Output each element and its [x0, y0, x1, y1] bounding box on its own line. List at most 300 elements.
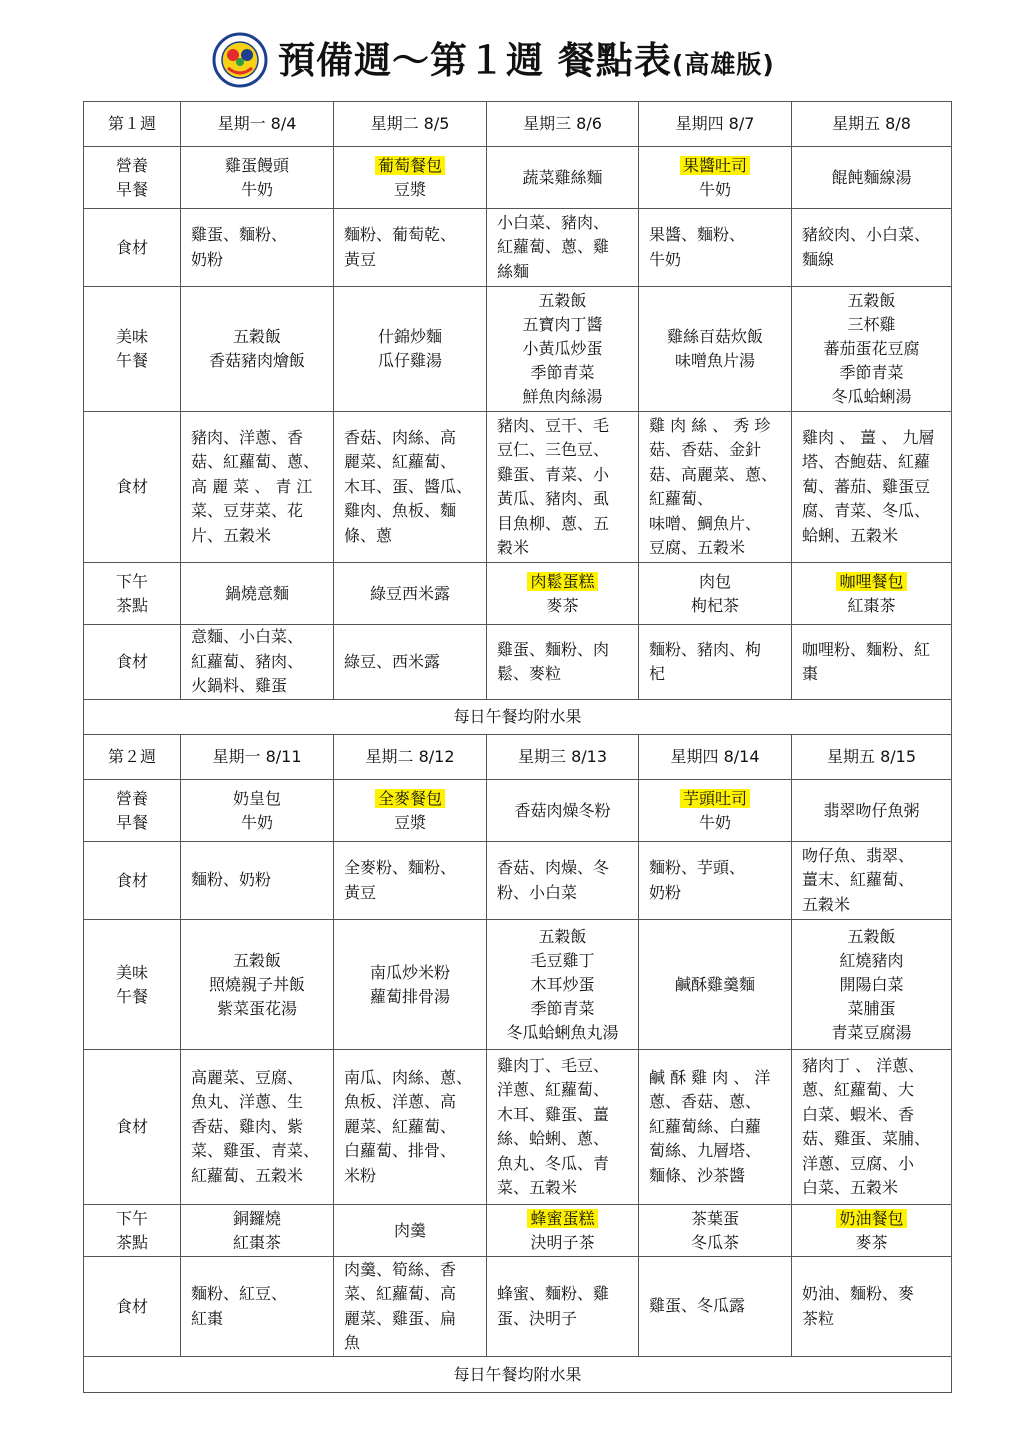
cell-text: 紅燒豬肉 [839, 950, 904, 970]
cell-line [191, 524, 327, 549]
cell-line [191, 450, 327, 475]
ingredients-cell [334, 209, 487, 287]
lunch-cell [639, 920, 792, 1050]
day-header: 星期四 8/14 [639, 735, 792, 780]
ingredients-label: 食材 [84, 1050, 181, 1205]
cell-text: 季節青菜 [839, 363, 904, 382]
cell-text: 紅蘿蔔絲、白蘿 [649, 1116, 762, 1136]
cell-line [344, 1090, 480, 1115]
cell-text: 牛奶 [240, 812, 273, 832]
cell-line [802, 1127, 945, 1152]
cell-text: 奶油餐包 [836, 1209, 906, 1228]
cell-text: 麵粉、芋頭、 [649, 858, 746, 877]
cell-line [649, 414, 785, 439]
cell-line [344, 499, 480, 524]
label-line: 早餐 [115, 179, 148, 199]
cell-line [802, 426, 945, 451]
cell-text: 雞肉、魚板、麵 [344, 501, 457, 521]
snack-cell [639, 563, 792, 625]
cell-text: 菇、香菇、金針 [649, 440, 762, 459]
cell-line [191, 475, 327, 500]
fruit-note: 每日午餐均附水果 [84, 1357, 952, 1393]
table-row [84, 1205, 952, 1257]
cell-line [181, 349, 333, 373]
breakfast-cell [334, 147, 487, 209]
cell-text: 菇、高麗菜、蔥、 [649, 464, 778, 484]
cell-text: 紅蘿蔔、五穀米 [191, 1165, 304, 1185]
cell-text: 豬肉丁 、 洋蔥、 [802, 1055, 925, 1075]
cell-text: 蜂蜜蛋糕 [527, 1209, 597, 1228]
cell-line [487, 1021, 638, 1045]
ingredients-cell [334, 842, 487, 920]
table-row [84, 920, 952, 1050]
cell-text: 肉鬆蛋糕 [527, 572, 597, 591]
cell-line [181, 1207, 333, 1231]
cell-text: 果醬吐司 [680, 156, 750, 175]
cell-line [191, 1115, 327, 1140]
cell-text: 香菇豬肉燴飯 [208, 351, 305, 370]
ingredients-cell [639, 625, 792, 700]
cell-line [649, 536, 785, 561]
breakfast-cell [792, 780, 952, 842]
cell-text: 高 麗 菜 、 青 江 [191, 476, 313, 496]
cell-line [649, 856, 785, 881]
cell-text: 塔、杏鮑菇、紅蘿 [802, 452, 931, 472]
cell-text: 照燒親子丼飯 [208, 974, 305, 994]
cell-line [191, 625, 327, 650]
cell-text: 咖哩餐包 [836, 572, 906, 591]
cell-line [792, 949, 951, 973]
ingredients-cell [181, 842, 334, 920]
ingredients-label: 食材 [84, 209, 181, 287]
cell-line [497, 662, 632, 687]
cell-text: 冬瓜蛤蜊魚丸湯 [506, 1022, 619, 1042]
cell-line [802, 1176, 945, 1201]
snack-cell [639, 1205, 792, 1257]
table-row [84, 1050, 952, 1205]
cell-text: 蜂蜜、麵粉、雞 [497, 1284, 610, 1303]
ingredients-cell [334, 1050, 487, 1205]
cell-text: 麥茶 [546, 595, 579, 615]
cell-line [191, 868, 327, 893]
cell-text: 菜、雞蛋、青菜、 [191, 1141, 320, 1161]
cell-text: 五穀米 [802, 894, 851, 914]
cell-text: 葡萄餐包 [375, 156, 445, 175]
cell-line [802, 662, 945, 687]
cell-text: 吻仔魚、翡翠、 [802, 845, 915, 865]
table-row [84, 147, 952, 209]
label-line: 茶點 [115, 1232, 148, 1252]
cell-text: 味噌、鯛魚片、 [649, 513, 762, 533]
cell-text: 麵粉、豬肉、枸 [649, 639, 762, 659]
cell-line [802, 844, 945, 869]
cell-text: 蕃茄蛋花豆腐 [823, 339, 920, 358]
lunch-cell [792, 287, 952, 412]
cell-text: 五穀飯 [847, 291, 896, 310]
cell-line [649, 1139, 785, 1164]
cell-line [497, 487, 632, 512]
ingredients-cell [792, 1050, 952, 1205]
cell-line [191, 1090, 327, 1115]
cell-line [487, 949, 638, 973]
cell-text: 穀米 [497, 538, 530, 557]
cell-line [649, 438, 785, 463]
cell-line [802, 868, 945, 893]
table-row [84, 102, 952, 147]
cell-text: 雞蛋、冬瓜露 [649, 1296, 746, 1316]
cell-text: 白蘿蔔、排骨、 [344, 1141, 457, 1161]
cell-line [639, 349, 791, 373]
cell-line [792, 313, 951, 337]
cell-line [487, 1207, 638, 1231]
cell-text: 蔥、紅蘿蔔、大 [802, 1080, 915, 1099]
cell-line [344, 1115, 480, 1140]
cell-text: 五穀飯 [847, 926, 896, 946]
cell-line [802, 450, 945, 475]
cell-text: 蔥、香菇、蔥、 [649, 1092, 762, 1112]
lunch-label [84, 287, 181, 412]
ingredients-cell [181, 412, 334, 563]
ingredients-label: 食材 [84, 412, 181, 563]
cell-text: 豆腐、五穀米 [649, 538, 746, 557]
cell-text: 菜、五穀米 [497, 1178, 578, 1197]
ingredients-label: 食材 [84, 1257, 181, 1357]
cell-line [334, 811, 486, 835]
cell-line [497, 438, 632, 463]
week-label: 第１週 [84, 102, 181, 147]
cell-text: 豆漿 [393, 179, 426, 199]
cell-line [792, 1021, 951, 1045]
cell-line [792, 1207, 951, 1231]
cell-text: 雞絲百菇炊飯 [666, 327, 763, 346]
cell-line [334, 349, 486, 373]
cell-text: 粉、小白菜 [497, 882, 578, 902]
cell-text: 肉羹 [393, 1220, 426, 1240]
cell-text: 雞肉 、 薑 、 九層 [802, 427, 935, 447]
fruit-note: 每日午餐均附水果 [84, 700, 952, 735]
day-header: 星期一 8/11 [181, 735, 334, 780]
cell-line [802, 475, 945, 500]
cell-line [344, 248, 480, 273]
cell-text: 白菜、蝦米、香 [802, 1104, 915, 1124]
cell-line [497, 1307, 632, 1332]
cell-text: 季節青菜 [530, 363, 595, 382]
cell-text: 牛奶 [698, 179, 731, 199]
cell-line [344, 475, 480, 500]
cell-line [181, 154, 333, 178]
cell-line [334, 1219, 486, 1243]
cell-line [334, 178, 486, 202]
cell-line [497, 536, 632, 561]
cell-text: 麥茶 [855, 1232, 888, 1252]
ingredients-cell [334, 625, 487, 700]
snack-cell [181, 563, 334, 625]
cell-text: 紅蘿蔔、蔥、雞 [497, 237, 610, 257]
cell-text: 奶油、麵粉、麥 [802, 1284, 915, 1303]
cell-line [181, 325, 333, 349]
table-row [84, 1357, 952, 1393]
cell-line [344, 450, 480, 475]
cell-text: 蛤蜊、五穀米 [802, 525, 899, 545]
cell-text: 魚 [344, 1333, 361, 1352]
cell-text: 茶葉蛋 [690, 1208, 739, 1228]
day-header: 星期三 8/13 [487, 735, 639, 780]
breakfast-cell [487, 780, 639, 842]
cell-line [191, 650, 327, 675]
cell-line [802, 893, 945, 918]
cell-text: 青菜豆腐湯 [831, 1022, 912, 1042]
breakfast-cell [639, 780, 792, 842]
cell-text: 什錦炒麵 [377, 327, 442, 346]
snack-cell [181, 1205, 334, 1257]
cell-line [639, 594, 791, 618]
cell-line [649, 223, 785, 248]
cell-text: 南瓜、肉絲、蔥、 [344, 1067, 473, 1087]
cell-text: 豆漿 [393, 812, 426, 832]
cell-text: 棗 [802, 664, 819, 683]
cell-line [649, 638, 785, 663]
cell-line [802, 1078, 945, 1103]
cell-text: 白菜、五穀米 [802, 1178, 899, 1197]
label-line: 午餐 [115, 986, 148, 1006]
cell-line [802, 248, 945, 273]
lunch-cell [334, 920, 487, 1050]
cell-line [497, 638, 632, 663]
cell-text: 牛奶 [649, 249, 682, 269]
cell-text: 肉羹、筍絲、香 [344, 1259, 457, 1279]
cell-line [181, 973, 333, 997]
ingredients-cell [639, 412, 792, 563]
cell-line [344, 1331, 480, 1356]
snack-cell [792, 563, 952, 625]
cell-text: 杞 [649, 664, 666, 683]
cell-line [334, 961, 486, 985]
cell-line [792, 799, 951, 823]
table-row [84, 1257, 952, 1357]
cell-text: 奶粉 [191, 249, 224, 269]
cell-line [792, 361, 951, 385]
cell-text: 菜、紅蘿蔔、高 [344, 1284, 457, 1303]
ingredients-cell [487, 1257, 639, 1357]
cell-text: 黃豆 [344, 249, 377, 269]
cell-line [181, 787, 333, 811]
cell-text: 冬瓜茶 [690, 1232, 739, 1252]
cell-line [792, 1231, 951, 1255]
cell-line [802, 1103, 945, 1128]
cell-line [792, 973, 951, 997]
cell-text: 銅鑼燒 [232, 1208, 281, 1228]
cell-text: 豬肉、洋蔥、香 [191, 427, 304, 447]
day-header: 星期五 8/15 [792, 735, 952, 780]
cell-text: 枸杞茶 [690, 595, 739, 615]
cell-text: 鍋燒意麵 [224, 583, 289, 603]
cell-text: 紅棗茶 [847, 595, 896, 615]
breakfast-cell [639, 147, 792, 209]
cell-line [792, 997, 951, 1021]
cell-text: 餛飩麵線湯 [831, 167, 912, 187]
cell-line [344, 1282, 480, 1307]
cell-text: 雞肉丁、毛豆、 [497, 1055, 610, 1075]
cell-line [191, 1139, 327, 1164]
cell-text: 決明子茶 [530, 1232, 595, 1252]
cell-line [344, 426, 480, 451]
cell-line [191, 674, 327, 699]
cell-text: 芋頭吐司 [680, 789, 750, 808]
cell-text: 小白菜、豬肉、 [497, 212, 610, 232]
cell-text: 豆仁、三色豆、 [497, 440, 610, 459]
cell-text: 五穀飯 [538, 926, 587, 946]
cell-line [344, 1258, 480, 1283]
cell-line [181, 1231, 333, 1255]
breakfast-cell [487, 147, 639, 209]
cell-text: 魚丸、洋蔥、生 [191, 1092, 304, 1112]
cell-line [487, 313, 638, 337]
table-row [84, 700, 952, 735]
table-row [84, 780, 952, 842]
cell-line [344, 223, 480, 248]
ingredients-cell [487, 625, 639, 700]
cell-line [191, 499, 327, 524]
cell-text: 五穀飯 [232, 950, 281, 970]
cell-line [487, 997, 638, 1021]
cell-line [344, 650, 480, 675]
cell-text: 牛奶 [698, 812, 731, 832]
week-label: 第２週 [84, 735, 181, 780]
ingredients-cell [792, 842, 952, 920]
cell-text: 蔔絲、九層塔、 [649, 1141, 762, 1161]
cell-text: 咖哩粉、麵粉、紅 [802, 639, 931, 659]
label-line: 午餐 [115, 351, 148, 370]
ingredients-cell [334, 1257, 487, 1357]
cell-text: 麗菜、紅蘿蔔、 [344, 1116, 457, 1136]
snack-cell [487, 1205, 639, 1257]
cell-line [497, 260, 632, 285]
cell-text: 麗菜、紅蘿蔔、 [344, 452, 457, 472]
lunch-label [84, 920, 181, 1050]
cell-line [639, 1231, 791, 1255]
cell-text: 奶皇包 [232, 788, 281, 808]
label-line: 下午 [115, 1208, 148, 1228]
ingredients-cell [639, 842, 792, 920]
cell-line [181, 178, 333, 202]
cell-text: 黃豆 [344, 882, 377, 902]
lunch-cell [792, 920, 952, 1050]
cell-line [497, 1282, 632, 1307]
cell-line [191, 1066, 327, 1091]
cell-line [792, 570, 951, 594]
label-line: 美味 [115, 962, 148, 982]
cell-text: 鹹酥雞羹麵 [674, 974, 755, 994]
ingredients-cell [639, 1050, 792, 1205]
breakfast-label [84, 147, 181, 209]
cell-text: 綠豆、西米露 [344, 651, 441, 671]
cell-text: 牛奶 [240, 179, 273, 199]
cell-line [487, 289, 638, 313]
ingredients-cell [792, 1257, 952, 1357]
cell-line [487, 385, 638, 409]
cell-line [802, 1282, 945, 1307]
ingredients-cell [487, 209, 639, 287]
cell-line [639, 178, 791, 202]
table-row [84, 563, 952, 625]
cell-line [649, 1066, 785, 1091]
cell-line [639, 154, 791, 178]
cell-text: 麵粉、奶粉 [191, 870, 272, 890]
cell-text: 小黃瓜炒蛋 [522, 339, 603, 358]
cell-line [334, 154, 486, 178]
cell-text: 豬肉、豆干、毛 [497, 415, 610, 435]
cell-text: 麵粉、葡萄乾、 [344, 225, 457, 244]
lunch-cell [639, 287, 792, 412]
day-header: 星期二 8/12 [334, 735, 487, 780]
cell-line [649, 487, 785, 512]
cell-line [487, 799, 638, 823]
cell-line [497, 881, 632, 906]
cell-line [487, 973, 638, 997]
cell-text: 火鍋料、雞蛋 [191, 676, 288, 696]
cell-text: 蔔、蕃茄、雞蛋豆 [802, 476, 931, 496]
cell-line [497, 414, 632, 439]
ingredients-cell [181, 209, 334, 287]
cell-line [639, 570, 791, 594]
cell-line [487, 337, 638, 361]
cell-line [792, 385, 951, 409]
cell-text: 絲麵 [497, 261, 530, 281]
cell-text: 木耳、雞蛋、薑 [497, 1104, 610, 1124]
ingredients-label: 食材 [84, 842, 181, 920]
cell-line [639, 811, 791, 835]
cell-text: 味噌魚片湯 [674, 351, 755, 370]
cell-line [497, 211, 632, 236]
cell-line [639, 1207, 791, 1231]
cell-text: 翡翠吻仔魚粥 [823, 800, 920, 820]
cell-line [191, 223, 327, 248]
cell-line [792, 594, 951, 618]
cell-text: 麗菜、雞蛋、扁 [344, 1308, 457, 1328]
cell-line [497, 1152, 632, 1177]
cell-line [792, 289, 951, 313]
cell-text: 香菇、肉絲、高 [344, 427, 457, 447]
ingredients-cell [639, 1257, 792, 1357]
cell-line [649, 881, 785, 906]
cell-line [639, 973, 791, 997]
cell-line [344, 881, 480, 906]
cell-line [639, 787, 791, 811]
cell-line [344, 524, 480, 549]
cell-text: 魚丸、冬瓜、青 [497, 1153, 610, 1173]
cell-line [792, 166, 951, 190]
day-header: 星期四 8/7 [639, 102, 792, 147]
cell-text: 蛋、決明子 [497, 1308, 578, 1328]
cell-text: 雞蛋、麵粉、 [191, 225, 288, 244]
cell-text: 紅棗 [191, 1308, 224, 1328]
cell-text: 五穀飯 [232, 327, 281, 346]
cell-line [191, 248, 327, 273]
label-line: 美味 [115, 327, 148, 346]
cell-line [497, 1078, 632, 1103]
cell-line [344, 1307, 480, 1332]
cell-line [181, 997, 333, 1021]
cell-line [802, 223, 945, 248]
cell-line [191, 1164, 327, 1189]
cell-text: 黃瓜、豬肉、虱 [497, 489, 610, 508]
cell-line [181, 949, 333, 973]
cell-line [497, 1127, 632, 1152]
cell-text: 麵條、沙茶醬 [649, 1165, 746, 1185]
cell-line [334, 325, 486, 349]
cell-text: 南瓜炒米粉 [369, 962, 450, 982]
cell-text: 高麗菜、豆腐、 [191, 1067, 304, 1087]
